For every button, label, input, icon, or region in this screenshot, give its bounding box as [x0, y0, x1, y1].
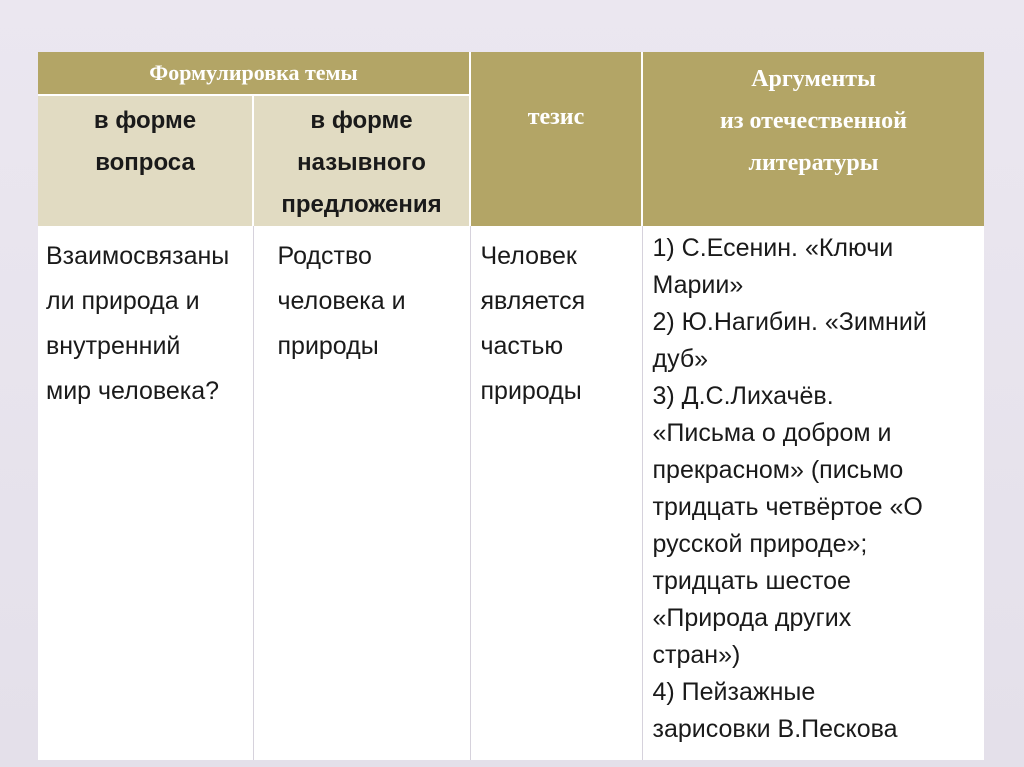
argument-line: тридцать четвёртое «О [652, 493, 923, 521]
header-arguments [642, 52, 984, 226]
argument-line: 2) Ю.Нагибин. «Зимний [652, 308, 927, 336]
argument-line: 1) С.Есенин. «Ключи [652, 234, 894, 262]
header-arguments-line: Аргументы [751, 66, 876, 92]
cell-text-line: частью [480, 332, 564, 360]
header-nominal-line: в форме [310, 107, 413, 134]
header-question-form [38, 95, 253, 226]
argument-line: тридцать шестое [652, 567, 851, 595]
cell-text-line: мир человека? [46, 377, 220, 405]
cell-nominal [253, 226, 470, 760]
header-question-line: вопроса [95, 149, 195, 176]
header-thesis [470, 52, 642, 226]
header-nominal-form [253, 95, 470, 226]
argument-line: зарисовки В.Пескова [652, 715, 898, 743]
header-arguments-line: из отечественной [719, 108, 908, 134]
cell-question [38, 226, 253, 760]
header-thesis-label: тезис [527, 104, 585, 130]
header-question-line: в форме [93, 107, 197, 134]
table-row [38, 226, 984, 760]
cell-text-line: Взаимосвязаны [46, 242, 230, 270]
header-arguments-line: литературы [748, 150, 879, 176]
cell-text-line: внутренний [46, 332, 181, 360]
argument-line: Марии» [652, 271, 744, 299]
argument-line: дуб» [652, 345, 709, 373]
header-topic-formulation [38, 52, 470, 95]
cell-arguments [642, 226, 984, 760]
argument-line: 4) Пейзажные [652, 678, 816, 706]
argument-line: стран») [652, 641, 741, 669]
header-topic-label: Формулировка темы [149, 60, 358, 85]
cell-text-line: человека и [277, 287, 406, 315]
argument-line: «Письма о добром и [652, 419, 892, 447]
cell-text-line: ли природа и [46, 287, 200, 315]
cell-text-line: Родство [277, 242, 372, 270]
cell-thesis [470, 226, 642, 760]
topic-table [38, 52, 984, 760]
argument-line: прекрасном» (письмо [652, 456, 904, 484]
cell-text-line: является [480, 287, 586, 315]
header-nominal-line: назывного [297, 149, 426, 176]
cell-text-line: Человек [480, 242, 577, 270]
cell-text-line: природы [277, 332, 379, 360]
cell-text-line: природы [480, 377, 582, 405]
header-nominal-line: предложения [281, 191, 442, 218]
argument-line: 3) Д.С.Лихачёв. [652, 382, 834, 410]
argument-line: «Природа других [652, 604, 852, 632]
argument-line: русской природе»; [652, 530, 868, 558]
